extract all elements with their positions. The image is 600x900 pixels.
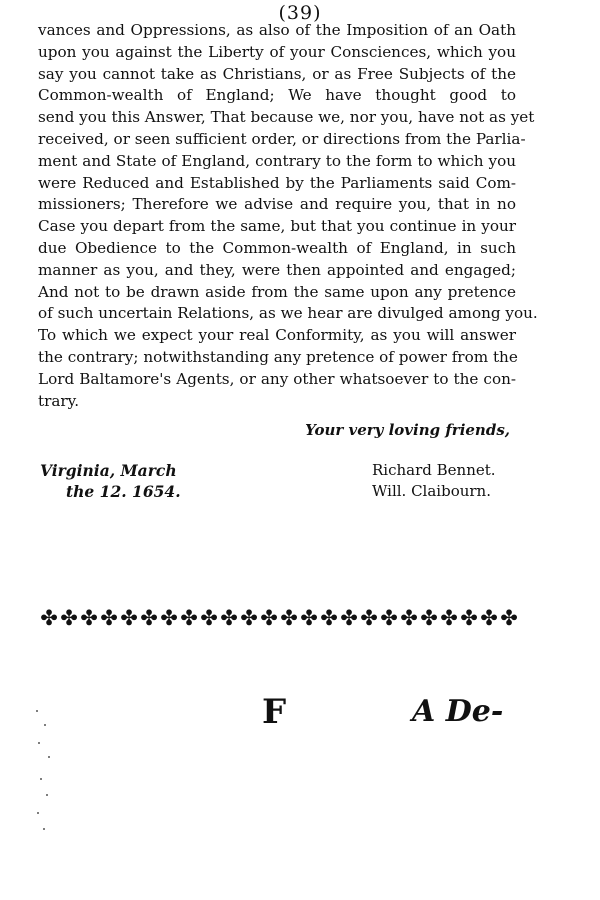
fleuron-icon: ✤ (280, 606, 298, 630)
fleuron-icon: ✤ (200, 606, 218, 630)
text-line: of such uncertain Relations, as we hear are divulged among you. (38, 304, 538, 323)
date-line: the 12. 1654. (66, 482, 181, 501)
text-line: Case you depart from the same, but that you continue in your (38, 217, 516, 236)
fleuron-icon: ✤ (180, 606, 198, 630)
page-specks (34, 690, 64, 840)
signer-claibourn: Will. Claibourn. (372, 482, 491, 500)
signatories (372, 460, 496, 502)
fleuron-icon: ✤ (100, 606, 118, 630)
fleuron-icon: ✤ (400, 606, 418, 630)
fleuron-icon: ✤ (380, 606, 398, 630)
fleuron-icon: ✤ (260, 606, 278, 630)
text-line: say you cannot take as Christians, or as Free Subjects of the (38, 64, 516, 83)
text-line: due Obedience to the Common-wealth of England, in such (38, 238, 516, 257)
fleuron-icon: ✤ (60, 606, 78, 630)
page-number: (39) (278, 2, 322, 24)
fleuron-icon: ✤ (440, 606, 458, 630)
fleuron-icon: ✤ (160, 606, 178, 630)
signer-bennet: Richard Bennet. (372, 461, 496, 479)
fleuron-icon: ✤ (420, 606, 438, 630)
place-line: Virginia, March (40, 461, 177, 480)
printers-ornament-band (40, 600, 518, 636)
text-line: received, or seen sufficient order, or directions from the Parlia- (38, 129, 526, 148)
fleuron-icon: ✤ (320, 606, 338, 630)
fleuron-icon: ✤ (80, 606, 98, 630)
fleuron-icon: ✤ (120, 606, 138, 630)
place-and-date (40, 460, 181, 502)
text-line: were Reduced and Established by the Parliaments said Com- (38, 173, 516, 192)
fleuron-icon: ✤ (40, 606, 58, 630)
fleuron-icon: ✤ (460, 606, 478, 630)
text-line: And not to be drawn aside from the same upon any pretence (38, 282, 516, 301)
text-line: upon you against the Liberty of your Consciences, which you (38, 42, 516, 61)
text-line: Common-wealth of England; We have thought good to (38, 86, 516, 105)
text-line: missioners; Therefore we advise and require you, that in no (38, 195, 516, 214)
closing-salutation: Your very loving friends, (305, 421, 510, 439)
letter-body (38, 20, 538, 412)
text-line: vances and Oppressions, as also of the Imposition of an Oath (38, 21, 516, 39)
catchword: A De- (412, 694, 504, 729)
text-line: To which we expect your real Conformity, as you will answer (38, 326, 516, 345)
fleuron-icon: ✤ (360, 606, 378, 630)
fleuron-icon: ✤ (340, 606, 358, 630)
text-line: manner as you, and they, were then appointed and engaged; (38, 260, 516, 279)
text-line: Lord Baltamore's Agents, or any other whatsoever to the con- (38, 369, 516, 388)
text-line: send you this Answer, That because we, nor you, have not as yet (38, 108, 535, 127)
fleuron-icon: ✤ (220, 606, 238, 630)
fleuron-icon: ✤ (300, 606, 318, 630)
text-line: trary. (38, 391, 80, 410)
text-line: ment and State of England, contrary to the form to which you (38, 151, 516, 170)
fleuron-icon: ✤ (140, 606, 158, 630)
fleuron-icon: ✤ (500, 606, 518, 630)
text-line: the contrary; notwithstanding any pretence of power from the (38, 347, 518, 366)
next-page-initial: F (262, 692, 287, 732)
fleuron-icon: ✤ (480, 606, 498, 630)
fleuron-icon: ✤ (240, 606, 258, 630)
